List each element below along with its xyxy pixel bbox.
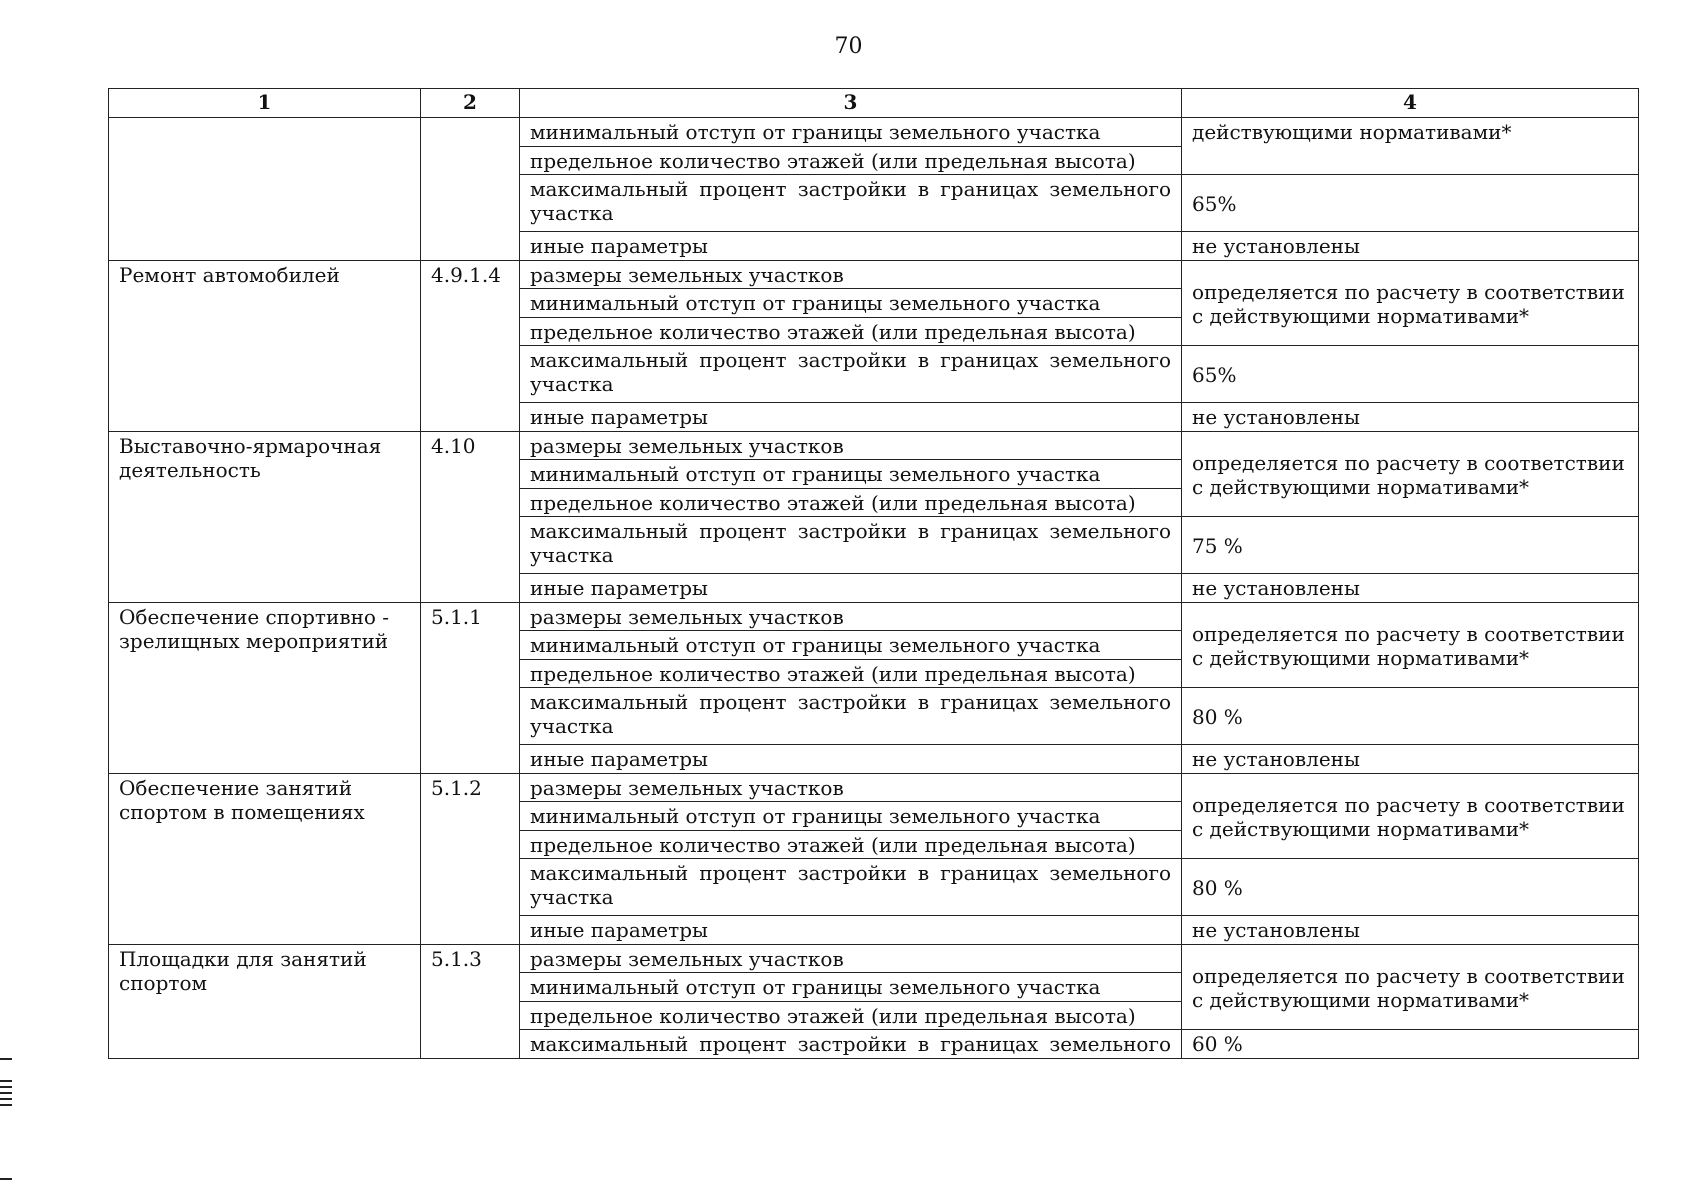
- value-cell: 80 %: [1182, 688, 1639, 745]
- page-number: 70: [834, 34, 863, 59]
- value-cell: 65%: [1182, 175, 1639, 232]
- scan-margin-mark: [0, 1086, 12, 1088]
- value-cell: определяется по расчету в соответствии с действующими нормативами*: [1182, 773, 1639, 859]
- param-cell: иные параметры: [520, 232, 1182, 261]
- param-cell: иные параметры: [520, 916, 1182, 945]
- header-col-2: 2: [421, 89, 520, 118]
- use-name-cell: Обеспечение занятий спортом в помещениях: [109, 773, 421, 944]
- value-cell: определяется по расчету в соответствии с действующими нормативами*: [1182, 944, 1639, 1030]
- param-cell: максимальный процент застройки в границах земельного: [520, 1030, 1182, 1059]
- value-cell: 75 %: [1182, 517, 1639, 574]
- param-cell: размеры земельных участков: [520, 602, 1182, 631]
- param-cell: минимальный отступ от границы земельного участка: [520, 802, 1182, 831]
- param-cell: иные параметры: [520, 403, 1182, 432]
- param-cell: минимальный отступ от границы земельного участка: [520, 631, 1182, 660]
- header-row: [109, 89, 1639, 118]
- scan-margin-mark: [0, 1092, 12, 1094]
- param-cell: максимальный процент застройки в границах земельного участка: [520, 859, 1182, 916]
- regulations-table: [108, 88, 1639, 1059]
- param-cell: максимальный процент застройки в границах земельного участка: [520, 175, 1182, 232]
- param-cell: максимальный процент застройки в границах земельного участка: [520, 688, 1182, 745]
- use-name-cell: Площадки для занятий спортом: [109, 944, 421, 1058]
- param-cell: предельное количество этажей (или предельная высота): [520, 317, 1182, 346]
- param-cell: иные параметры: [520, 745, 1182, 774]
- table-row: [109, 260, 1639, 289]
- use-code-cell: [421, 118, 520, 261]
- table-row: [109, 944, 1639, 973]
- param-cell: минимальный отступ от границы земельного участка: [520, 973, 1182, 1002]
- table-row: [109, 431, 1639, 460]
- param-cell: минимальный отступ от границы земельного участка: [520, 460, 1182, 489]
- param-cell: предельное количество этажей (или предельная высота): [520, 1001, 1182, 1030]
- value-cell: не установлены: [1182, 232, 1639, 261]
- table-row: [109, 602, 1639, 631]
- table-row: [109, 773, 1639, 802]
- param-cell: минимальный отступ от границы земельного участка: [520, 118, 1182, 147]
- use-name-cell: [109, 118, 421, 261]
- param-cell: предельное количество этажей (или предельная высота): [520, 830, 1182, 859]
- use-code-cell: 4.10: [421, 431, 520, 602]
- scan-margin-mark: [0, 1178, 12, 1180]
- value-cell: 60 %: [1182, 1030, 1639, 1059]
- value-cell: не установлены: [1182, 916, 1639, 945]
- use-name-cell: Выставочно-ярмарочная деятельность: [109, 431, 421, 602]
- use-code-cell: 5.1.3: [421, 944, 520, 1058]
- scan-margin-mark: [0, 1058, 12, 1060]
- param-cell: предельное количество этажей (или предельная высота): [520, 146, 1182, 175]
- header-col-1: 1: [109, 89, 421, 118]
- scan-margin-mark: [0, 1104, 12, 1106]
- value-cell: 80 %: [1182, 859, 1639, 916]
- value-cell: 65%: [1182, 346, 1639, 403]
- value-cell: определяется по расчету в соответствии с действующими нормативами*: [1182, 431, 1639, 517]
- use-code-cell: 4.9.1.4: [421, 260, 520, 431]
- use-code-cell: 5.1.2: [421, 773, 520, 944]
- header-col-3: 3: [520, 89, 1182, 118]
- param-cell: иные параметры: [520, 574, 1182, 603]
- header-col-4: 4: [1182, 89, 1639, 118]
- value-cell: не установлены: [1182, 745, 1639, 774]
- use-name-cell: Ремонт автомобилей: [109, 260, 421, 431]
- param-cell: предельное количество этажей (или предельная высота): [520, 659, 1182, 688]
- param-cell: размеры земельных участков: [520, 260, 1182, 289]
- value-cell: определяется по расчету в соответствии с действующими нормативами*: [1182, 602, 1639, 688]
- value-cell: определяется по расчету в соответствии с действующими нормативами*: [1182, 260, 1639, 346]
- scan-margin-mark: [0, 1080, 12, 1082]
- value-cell: не установлены: [1182, 403, 1639, 432]
- param-cell: предельное количество этажей (или предельная высота): [520, 488, 1182, 517]
- param-cell: максимальный процент застройки в границах земельного участка: [520, 346, 1182, 403]
- value-cell: не установлены: [1182, 574, 1639, 603]
- use-code-cell: 5.1.1: [421, 602, 520, 773]
- use-name-cell: Обеспечение спортивно - зрелищных мероприятий: [109, 602, 421, 773]
- param-cell: максимальный процент застройки в границах земельного участка: [520, 517, 1182, 574]
- scan-margin-mark: [0, 1098, 12, 1100]
- param-cell: минимальный отступ от границы земельного участка: [520, 289, 1182, 318]
- table-row: [109, 118, 1639, 147]
- param-cell: размеры земельных участков: [520, 431, 1182, 460]
- param-cell: размеры земельных участков: [520, 773, 1182, 802]
- param-cell: размеры земельных участков: [520, 944, 1182, 973]
- value-cell: действующими нормативами*: [1182, 118, 1639, 175]
